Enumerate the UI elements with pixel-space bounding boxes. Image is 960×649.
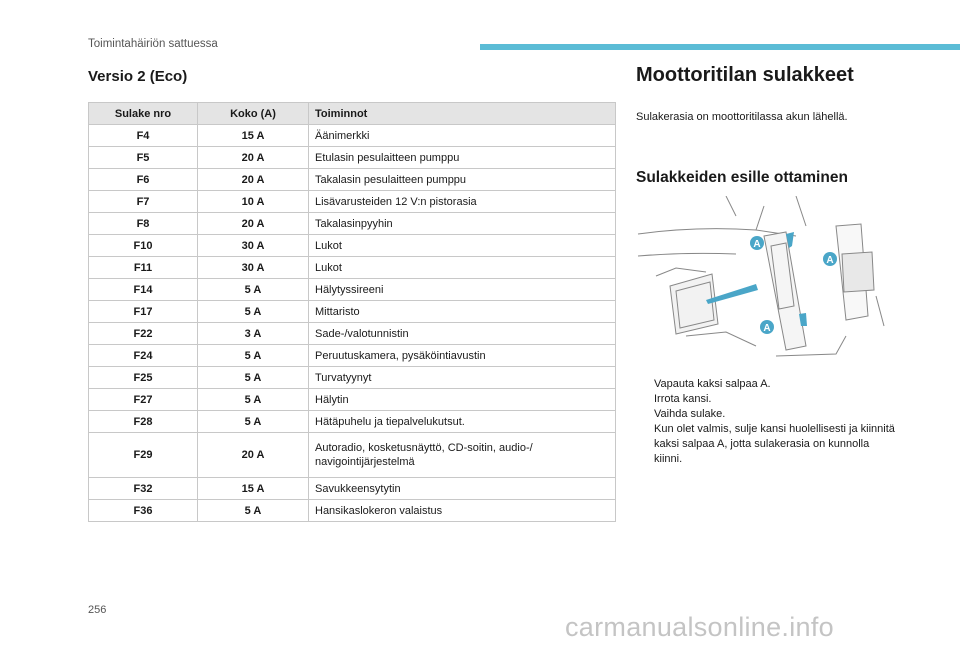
table-row [89,279,616,301]
list-item [636,407,896,422]
fuse-number-cell: F8 [89,213,198,235]
svg-text:A: A [763,323,771,334]
page-number: 256 [88,604,107,616]
fuse-size-cell: 20 A [198,433,309,478]
table-row [89,389,616,411]
version-title: Versio 2 (Eco) [88,68,188,85]
engine-fuses-intro: Sulakerasia on moottoritilassa akun lähellä. [636,111,848,123]
latch-label-a-top [750,236,764,250]
fuse-function-cell: Sade-/valotunnistin [309,323,616,345]
fuse-size-cell: 5 A [198,411,309,433]
table-row [89,500,616,522]
fuse-size-cell: 15 A [198,125,309,147]
fuse-number-cell: F29 [89,433,198,478]
svg-text:A: A [826,255,834,266]
step-text: Irrota kansi. [654,393,712,405]
table-row [89,191,616,213]
checkbox-arrow-icon [636,422,654,467]
fuse-number-cell: F17 [89,301,198,323]
column-header-fuse-no: Sulake nro [89,103,198,125]
access-fuses-subtitle: Sulakkeiden esille ottaminen [636,169,848,186]
checkbox-arrow-icon [636,392,654,407]
latch-label-a-right [823,252,837,266]
list-item [636,422,896,467]
fuse-function-cell: Savukkeensytytin [309,478,616,500]
fuse-number-cell: F27 [89,389,198,411]
fuse-size-cell: 30 A [198,257,309,279]
table-row [89,323,616,345]
header-accent-bar [480,44,960,50]
fuse-function-cell: Takalasinpyyhin [309,213,616,235]
fuse-function-cell: Hälytin [309,389,616,411]
fuse-size-cell: 5 A [198,345,309,367]
checkbox-arrow-icon [636,377,654,392]
fuse-number-cell: F24 [89,345,198,367]
table-row [89,367,616,389]
fuse-number-cell: F7 [89,191,198,213]
fuse-size-cell: 20 A [198,213,309,235]
fuse-function-cell: Autoradio, kosketusnäyttö, CD-soitin, audio-/ navigointijärjestelmä [309,433,616,478]
fuse-number-cell: F32 [89,478,198,500]
step-text: Vapauta kaksi salpaa A. [654,378,771,390]
fuse-function-cell: Lisävarusteiden 12 V:n pistorasia [309,191,616,213]
section-header: Toimintahäiriön sattuessa [88,38,218,50]
fuse-function-cell: Hansikaslokeron valaistus [309,500,616,522]
fuse-number-cell: F6 [89,169,198,191]
fuse-number-cell: F36 [89,500,198,522]
fuse-function-cell: Turvatyynyt [309,367,616,389]
latch-label-a-bottom [760,320,774,334]
fuse-size-cell: 5 A [198,500,309,522]
fuse-function-cell: Mittaristo [309,301,616,323]
fuse-size-cell: 3 A [198,323,309,345]
table-row [89,345,616,367]
fuse-function-cell: Äänimerkki [309,125,616,147]
list-item [636,377,896,392]
step-text: Vaihda sulake. [654,408,726,420]
table-row [89,301,616,323]
table-row [89,478,616,500]
fuse-function-cell: Hälytyssireeni [309,279,616,301]
list-item [636,392,896,407]
table-row [89,213,616,235]
step-text: Kun olet valmis, sulje kansi huolellisesti ja kiinnitä kaksi salpaa A, jotta sulakerasia on kunnolla kiinni. [654,423,895,465]
fuse-number-cell: F5 [89,147,198,169]
fuse-number-cell: F14 [89,279,198,301]
fuse-size-cell: 5 A [198,301,309,323]
fuse-table [88,102,616,522]
table-row [89,257,616,279]
engine-fuses-title: Moottoritilan sulakkeet [636,64,854,86]
fuse-box-illustration [636,196,886,362]
column-header-size: Koko (A) [198,103,309,125]
fuse-number-cell: F25 [89,367,198,389]
svg-text:A: A [753,239,761,250]
checkbox-arrow-icon [636,407,654,422]
fuse-function-cell: Lukot [309,257,616,279]
table-row [89,235,616,257]
table-row [89,147,616,169]
fuse-number-cell: F11 [89,257,198,279]
fuse-size-cell: 5 A [198,279,309,301]
fuse-size-cell: 15 A [198,478,309,500]
table-header-row [89,103,616,125]
fuse-function-cell: Lukot [309,235,616,257]
table-row [89,411,616,433]
table-row [89,433,616,478]
fuse-number-cell: F22 [89,323,198,345]
table-row [89,169,616,191]
fuse-size-cell: 30 A [198,235,309,257]
fuse-function-cell: Peruutuskamera, pysäköintiavustin [309,345,616,367]
column-header-functions: Toiminnot [309,103,616,125]
fuse-size-cell: 20 A [198,147,309,169]
fuse-table-body [89,125,616,522]
fuse-number-cell: F4 [89,125,198,147]
fuse-function-cell: Hätäpuhelu ja tiepalvelukutsut. [309,411,616,433]
fuse-size-cell: 5 A [198,389,309,411]
table-row [89,125,616,147]
fuse-number-cell: F28 [89,411,198,433]
watermark: carmanualsonline.info [565,612,834,642]
instruction-steps [636,377,896,467]
fuse-size-cell: 5 A [198,367,309,389]
fuse-function-cell: Takalasin pesulaitteen pumppu [309,169,616,191]
fuse-function-cell: Etulasin pesulaitteen pumppu [309,147,616,169]
fuse-size-cell: 20 A [198,169,309,191]
fuse-number-cell: F10 [89,235,198,257]
fuse-size-cell: 10 A [198,191,309,213]
